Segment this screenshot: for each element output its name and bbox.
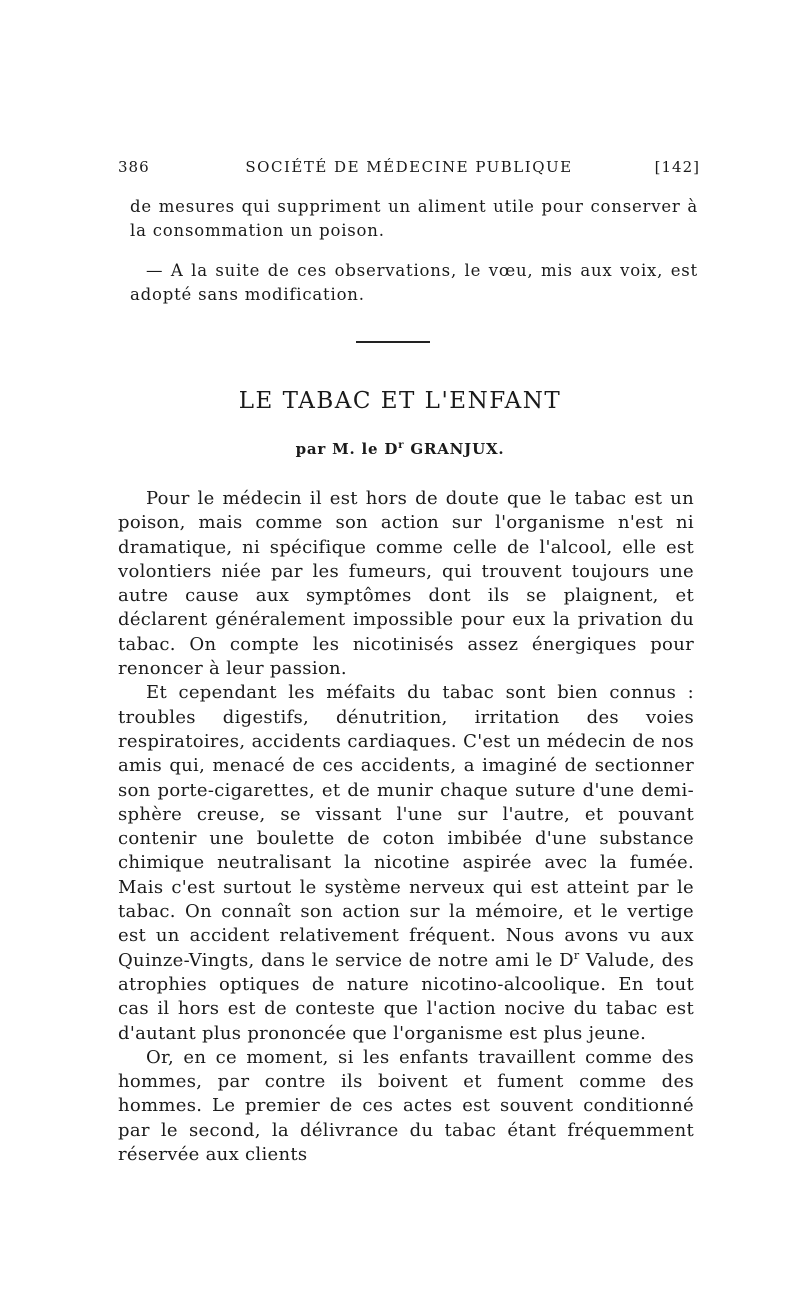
running-title: SOCIÉTÉ DE MÉDECINE PUBLIQUE [245,158,573,176]
article-byline [0,440,800,458]
page-number: 386 [118,158,150,176]
body-paragraph-2-part-a: Et cependant les méfaits du tabac sont bien connus : troubles digestifs, dénutrition, irritation des voies respiratoires, accidents cardiaques. C'est un médecin de nos amis qui, menacé de ces accidents, a imaginé de sectionner son porte-cigarettes, et de munir chaque suture d'une demi-sphère creuse, se vissant l'une sur l'autre, et pouvant contenir une boulette de coton imbibée d'une substance chimique neutralisant la nicotine aspirée avec la fumée. Mais c'est surtout le système nerveux qui est atteint par le tabac. On connaît son action sur la mémoire, et le vertige est un accident relativement fréquent. Nous avons vu aux Quinze-Vingts, dans le service de notre ami le D [118,682,694,971]
byline-prefix: par M. le D [295,440,399,458]
byline-superscript: r [398,440,405,451]
body-paragraph-2 [118,681,694,1045]
body-paragraph-3: Or, en ce moment, si les enfants travaillent comme des hommes, par contre ils boivent et fument comme des hommes. Le premier de ces actes est souvent conditionné par le second, la délivrance du tabac étant fréquemment réservée aux clients [118,1046,694,1166]
previous-article-continuation [130,195,698,307]
section-divider-rule [356,341,430,343]
doctor-superscript: r [573,948,580,962]
article-title: LE TABAC ET L'ENFANT [238,388,562,414]
continuation-paragraph: de mesures qui suppriment un aliment utile pour conserver à la consommation un poison. [130,197,698,240]
bracket-page-number: [142] [654,158,700,176]
running-header [118,158,700,180]
author-name: GRANJUX. [410,440,505,458]
article-body [118,487,694,1167]
resolution-paragraph: — A la suite de ces observations, le vœu, mis aux voix, est adopté sans modification. [130,261,698,304]
body-paragraph-1: Pour le médecin il est hors de doute que le tabac est un poison, mais comme son action sur l'organisme n'est ni dramatique, ni spécifique comme celle de l'alcool, elle est volontiers niée par les fumeurs, qui trouvent toujours une autre cause aux symptômes dont ils se plaignent, et déclarent généralement impossible pour eux la privation du tabac. On compte les nicotinisés assez énergiques pour renoncer à leur passion. [118,488,694,680]
body-paragraph-2-part-b: Valude, des atrophies optiques de nature nicotino-alcoolique. En tout cas il hors est de conteste que l'action nocive du tabac est d'autant plus prononcée que l'organisme est plus jeune. [118,949,694,1044]
